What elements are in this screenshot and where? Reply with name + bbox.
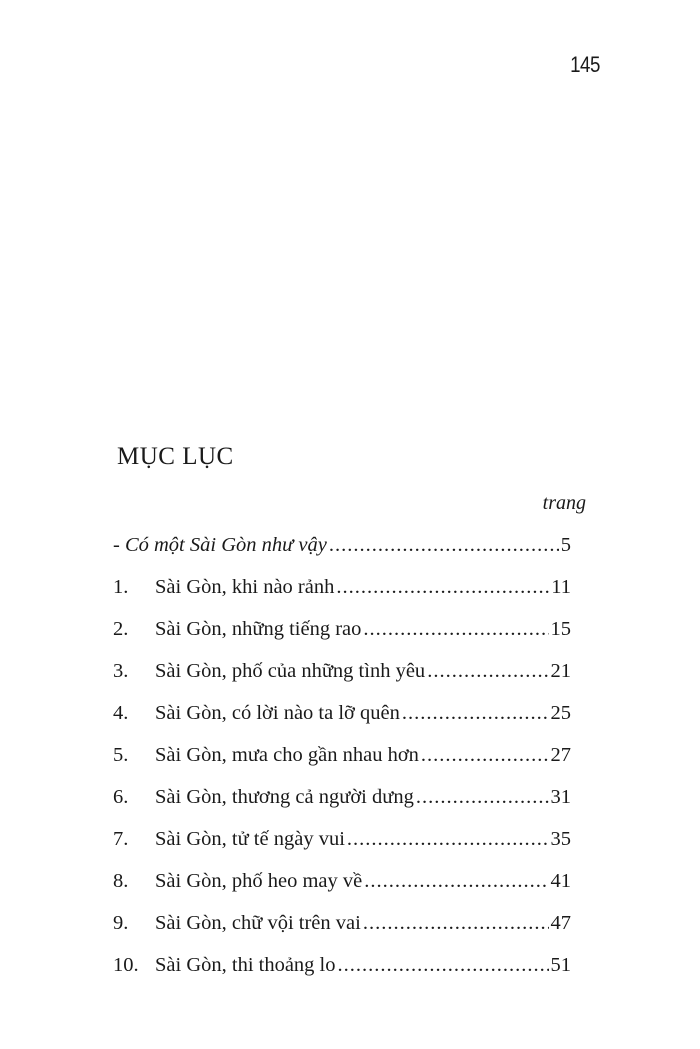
toc-entry: [113, 912, 571, 954]
toc-entry-number: 7.: [113, 828, 129, 850]
toc-entry-number: 3.: [113, 660, 129, 682]
dot-leader: [402, 702, 549, 725]
toc-entry-page: 5: [560, 534, 571, 556]
toc-entry-page: 21: [550, 660, 571, 682]
toc-entry-title: Sài Gòn, phố heo may về: [155, 870, 363, 892]
toc-entry: [113, 828, 571, 870]
toc-entry: [113, 576, 571, 618]
dot-leader: [336, 576, 549, 599]
toc-entry-page: 25: [550, 702, 571, 724]
toc-entry-number: 8.: [113, 870, 129, 892]
dot-leader: [347, 828, 549, 851]
dot-leader: [363, 618, 548, 641]
toc-entry-number: 2.: [113, 618, 129, 640]
toc-entry-number: 9.: [113, 912, 129, 934]
toc-entry: [113, 702, 571, 744]
toc-entry-page: 35: [550, 828, 571, 850]
dot-leader: [363, 912, 549, 935]
toc-entry-page: 51: [550, 954, 571, 976]
toc-entry-page: 41: [550, 870, 571, 892]
toc-entry-title: Sài Gòn, thi thoảng lo: [155, 954, 336, 976]
toc-entry: [113, 660, 571, 702]
dot-leader: [427, 660, 548, 683]
toc-entry-number: 6.: [113, 786, 129, 808]
toc-entry-number: 5.: [113, 744, 129, 766]
toc-entry-title: Sài Gòn, chữ vội trên vai: [155, 912, 361, 934]
toc-entry-title: Sài Gòn, khi nào rảnh: [155, 576, 335, 598]
toc-entry-title: Sài Gòn, những tiếng rao: [155, 618, 362, 640]
toc-entry-page: 15: [550, 618, 571, 640]
toc-entry-page: 47: [550, 912, 571, 934]
toc-entry-title: - Có một Sài Gòn như vậy: [113, 534, 327, 556]
dot-leader: [421, 744, 549, 767]
toc-entry-number: 4.: [113, 702, 129, 724]
dot-leader: [329, 534, 559, 557]
toc-entry-page: 11: [551, 576, 571, 598]
toc-entry-title: Sài Gòn, tử tế ngày vui: [155, 828, 345, 850]
toc-heading: MỤC LỤC: [117, 443, 234, 470]
dot-leader: [416, 786, 549, 809]
toc-entry-title: Sài Gòn, mưa cho gần nhau hơn: [155, 744, 419, 766]
page-column-label: trang: [542, 492, 586, 514]
toc-entry-page: 31: [550, 786, 571, 808]
toc-entry-intro: [113, 534, 571, 576]
toc-entry-number: 10.: [113, 954, 139, 976]
toc-entry-number: 1.: [113, 576, 129, 598]
toc-entry: [113, 744, 571, 786]
toc-entry: [113, 870, 571, 912]
dot-leader: [364, 870, 548, 893]
dot-leader: [338, 954, 549, 977]
page-number: 145: [570, 52, 600, 77]
toc-entry: [113, 786, 571, 828]
toc-entry-page: 27: [550, 744, 571, 766]
toc-entry-title: Sài Gòn, phố của những tình yêu: [155, 660, 426, 682]
toc-entry-title: Sài Gòn, có lời nào ta lỡ quên: [155, 702, 400, 724]
table-of-contents: [113, 534, 571, 996]
toc-entry: [113, 618, 571, 660]
toc-entry: [113, 954, 571, 996]
toc-entry-title: Sài Gòn, thương cả người dưng: [155, 786, 414, 808]
